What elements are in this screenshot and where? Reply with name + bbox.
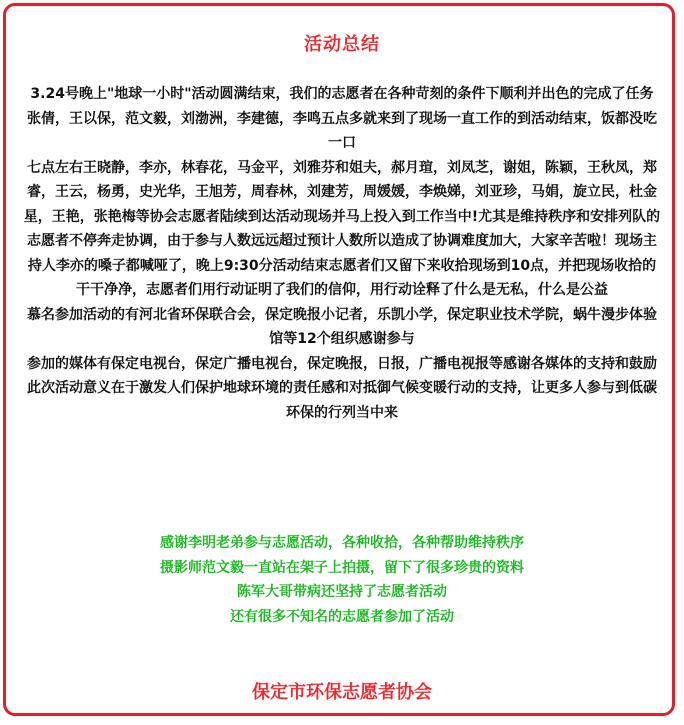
thanks-line: 摄影师范文毅一直站在架子上拍摄，留下了很多珍贵的资料: [160, 559, 524, 576]
summary-body: [22, 82, 662, 425]
summary-paragraph: 此次活动意义在于激发人们保护地球环境的责任感和对抵御气候变暖行动的支持，让更多人参与到低碳环保的行列当中来: [27, 380, 657, 421]
thanks-line: 还有很多不知名的志愿者参加了活动: [230, 608, 454, 625]
thanks-line: 感谢李明老弟参与志愿活动，各种收拾，各种帮助维持秩序: [160, 535, 524, 551]
summary-paragraph: 慕名参加活动的有河北省环保联合会，保定晚报小记者，乐凯小学，保定职业技术学院，蜗牛漫步体验馆等12个组织感谢参与: [27, 306, 657, 347]
summary-paragraph: 3.24号晚上"地球一小时"活动圆满结束，我们的志愿者在各种苛刻的条件下顺利并出色的完成了任务: [30, 86, 654, 102]
thanks-line: 陈军大哥带病还坚持了志愿者活动: [237, 584, 447, 600]
summary-paragraph: 七点左右王晓静，李亦，林春花，马金平，刘雅芬和姐夫，郝月瑄，刘凤芝，谢姐，陈颖，王秋凤，郑睿，王云，杨勇，史光华，王旭芳，周春林，刘建芳，周媛媛，李焕娣，刘亚珍，马娟，旋立民，杜金星，王艳，张艳梅等协会志愿者陆续到达活动现场并马上投入到工作当中!尤其是维持秩序和安排列队的志愿者不停奔走协调，由于参与人数远远超过预计人数所以造成了协调难度加大，大家辛苦啦！现场主持人李亦的嗓子都喊哑了，晚上9:30分活动结束志愿者们又留下来收拾现场到10点，并把现场收拾的干干净净，志愿者们用行动证明了我们的信仰，用行动诠释了什么是无私，什么是公益: [23, 159, 661, 298]
thanks-section: [0, 531, 684, 629]
page-title: 活动总结: [304, 34, 380, 55]
summary-paragraph: 张倩，王以保，范文毅，刘渤洲，李建德，李鸣五点多就来到了现场一直工作的到活动结束，饭都没吃一口: [27, 110, 657, 151]
summary-paragraph: 参加的媒体有保定电视台，保定广播电视台，保定晚报，日报，广播电视报等感谢各媒体的支持和鼓励: [27, 355, 657, 372]
organization-signature: 保定市环保志愿者协会: [252, 682, 432, 703]
